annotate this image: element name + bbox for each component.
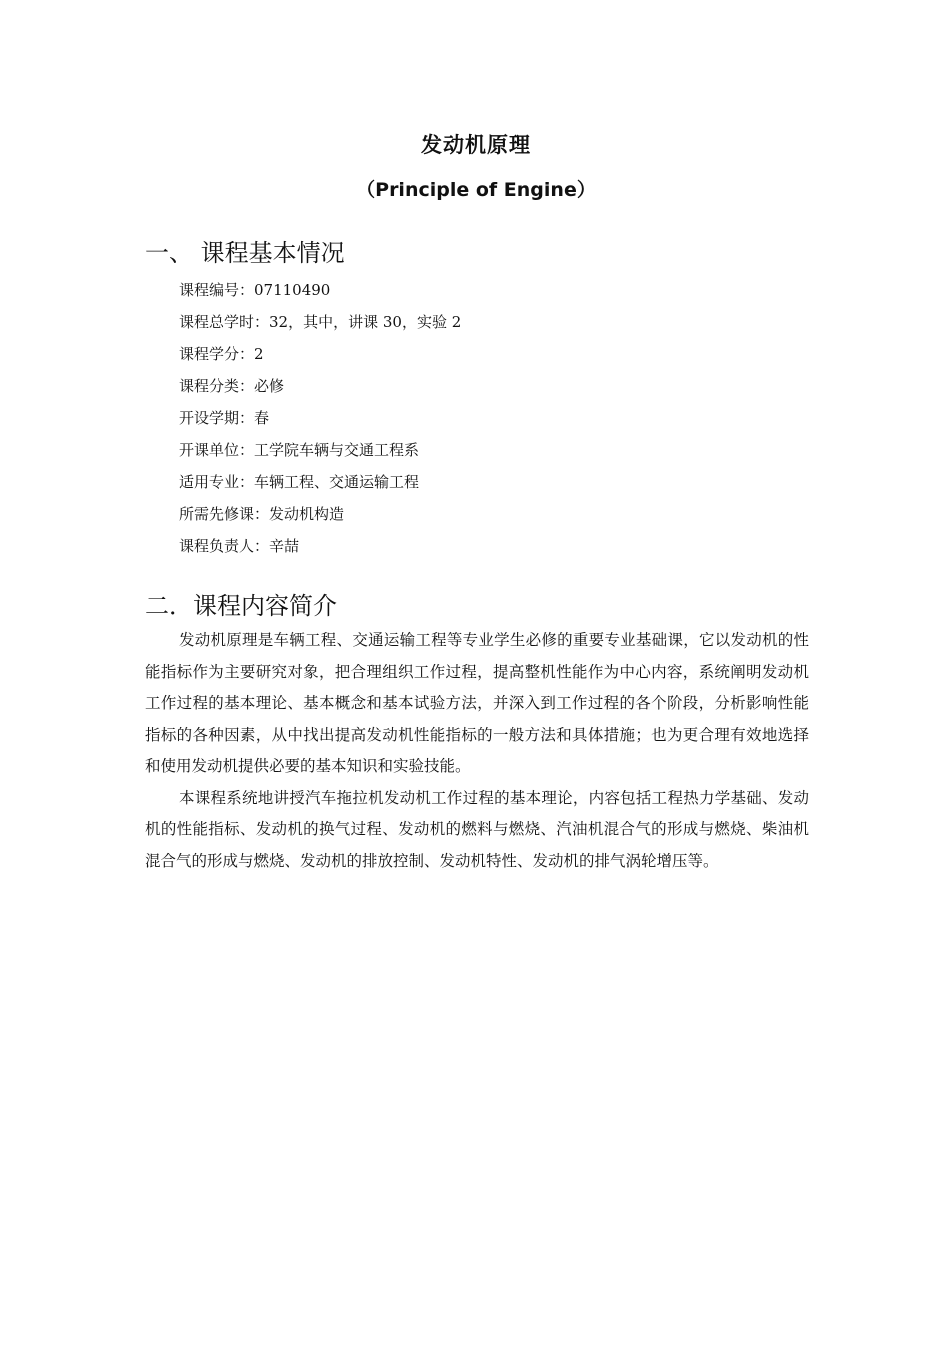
course-department: 开课单位：工学院车辆与交通工程系	[179, 441, 420, 459]
course-semester: 开设学期：春	[179, 409, 270, 427]
course-credits: 课程学分：2	[179, 345, 264, 363]
course-category: 课程分类：必修	[179, 377, 285, 395]
intro-paragraph: 发动机原理是车辆工程、交通运输工程等专业学生必修的重要专业基础课，它以发动机的性能指标作为主要研究对象，把合理组织工作过程，提高整机性能作为中心内容，系统阐明发动机工作过程的基本理论、基本概念和基本试验方法，并深入到工作过程的各个阶段，分析影响性能指标的各种因素，从中找出提高发动机性能指标的一般方法和具体措施；也为更合理有效地选择和使用发动机提供必要的基本知识和实验技能。	[145, 631, 809, 775]
course-code: 课程编号：07110490	[179, 281, 331, 299]
course-info-list	[179, 274, 461, 562]
document-title: 发动机原理	[421, 133, 531, 157]
course-instructor: 课程负责人：辛喆	[179, 537, 300, 555]
section-heading-content-intro: 二．课程内容简介	[145, 592, 337, 620]
course-total-hours: 课程总学时：32，其中，讲课 30，实验 2	[179, 313, 462, 331]
document-subtitle: （Principle of Engine）	[356, 179, 596, 201]
content-intro-body	[145, 625, 809, 877]
intro-paragraph: 本课程系统地讲授汽车拖拉机发动机工作过程的基本理论，内容包括工程热力学基础、发动机的性能指标、发动机的换气过程、发动机的燃料与燃烧、汽油机混合气的形成与燃烧、柴油机混合气的形成与燃烧、发动机的排放控制、发动机特性、发动机的排气涡轮增压等。	[145, 788, 809, 870]
section-heading-basic-info: 一、 课程基本情况	[145, 239, 345, 267]
course-majors: 适用专业：车辆工程、交通运输工程	[179, 473, 420, 491]
course-prerequisites: 所需先修课：发动机构造	[179, 505, 345, 523]
